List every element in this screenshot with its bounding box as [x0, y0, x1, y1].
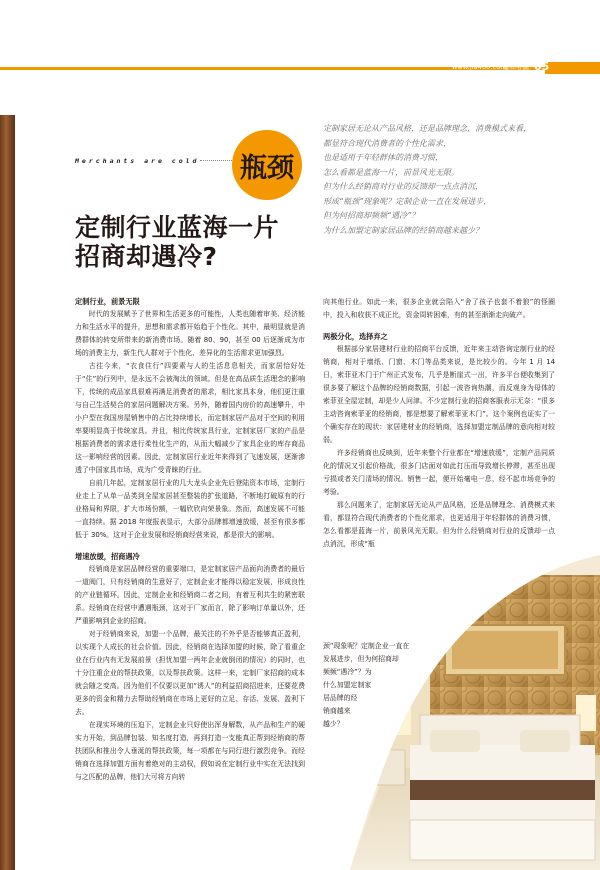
lead-line: 定制家居无论从产品风格，还是品牌理念、消费模式来看，: [323, 124, 531, 133]
header-website: www.jia400.com: [452, 63, 507, 71]
lead-line: 但为何招商却频频“遇冷”？: [323, 211, 420, 220]
body-paragraph: 时代的发展赋予了世界和生活更多的可能性，人类也随着审美、经济能力和生活水平的提升，思想和需求都开始趋于个性化。其中，最明显就是消费群体的转变所带来的新消费市场。随着 80、90，甚至 00 后逐渐成为市场的消费主力，新生代人群对于个性化、差异化的生活需求更加强烈。: [75, 310, 305, 357]
lead-line: 都显符合现代消费者的个性化需求，: [323, 138, 451, 148]
top-margin: [0, 0, 600, 63]
pull-quote-line: 销商越来: [323, 707, 351, 715]
article-kicker: Merchants are cold: [75, 157, 200, 165]
body-column-left: [75, 295, 305, 784]
topic-tag: 瓶颈: [240, 152, 294, 184]
header-tab: [545, 62, 600, 74]
body-paragraph: 许多经销商也反映到，近年来整个行业都在“增速放缓”，定制产品同质化的情况又引起价格战，很多门店面对如此打压而导致增长停滞，甚至出现亏损或者关门清场的情况。销售一起，便开始毫电一息，经不起市场竞争的考验。: [323, 449, 555, 496]
pull-quote-line: 越少？: [323, 720, 344, 728]
pull-quote-line: 频频“遇冷”？为: [323, 668, 372, 676]
wood-texture-strip: [0, 115, 15, 870]
article-lead: [323, 122, 563, 238]
lead-line: 怎么看都是蓝海一片，前景风光无限。: [323, 167, 459, 177]
pull-quote-line: 颈”现象呢？定制企业一直在: [323, 642, 410, 650]
page-number: 05: [534, 60, 550, 73]
body-column-right: [323, 296, 555, 551]
body-paragraph: 经销商是家居品牌经营的重要端口，是定制家居产品面向消费者的最后一道阀门，只有经销商的生意好了，定制企业才能得以稳定发展，形成良性的产业链循环。因此，定制企业和经销商二者之间，有着互利共生的紧密联系。经销商在经营中遭遇瓶颈，这对于厂家而言，除了影响订单量以外，还严重影响到企业的招商。: [75, 565, 305, 625]
body-paragraph: 古往今来，“衣食住行”四要素与人的生活息息相关，而家居恰好处于“住”的行列中，是永远不会被淘汰的领域。但是在高品质生活理念的影响下，传统的成品家具很难再满足消费者的需求，相比家具本身，他们更注重与自己生活契合的家居问题解决方案。另外，随着国内房价的高速攀升，中小户型在我国房屋销售中的占比持续增长，而定制家居产品对于空间的利用率要明显高于传统家具。并且，相比传统家具行业，定制家居厂家的产品是根据消费者的需求进行柔性化生产的，从而大幅减少了家具企业的库存商品这一影响经营的因素。因此，定制家居行业近年来得到了飞速发展，逐渐渗透了中国家具市场，成为广受青睐的行业。: [75, 362, 305, 474]
pull-quote-line: 居品牌的经: [323, 694, 358, 702]
lead-line: 为什么加盟定制家居品牌的经销商越来越少？: [323, 225, 483, 235]
article-title-line-2: 招商却遇冷?: [75, 242, 218, 271]
body-paragraph: 根据部分家居建材行业的招商平台反馈，近年来主动咨询定制行业的经销商，相对于墙纸、门窗、木门等品类来说，是比较少的。今年 1 月 14 日，索菲亚木门于广州正式发布，几乎是断崖式一出，许多平台便收集到了很多要了解这个品牌的经销商数据，引起一波咨询热潮，而反观身为母体的索菲亚全屋定制，却是少人问津。不少定制行业的招商客服表示无奈：“很多主动咨询索菲亚的经销商，都是想要了解索菲亚木门”。这个案例也证实了一个确实存在的现状：家居建材业的经销商，选择加盟定制品牌的意向相对较弱。: [323, 345, 555, 444]
body-paragraph: 自前几年起，定制家居行业的几大龙头企业先后登陆资本市场，定制行业走上了从单一品类到全屋家居甚至整装的扩张道路，不断地打破原有的行业格局和界限，扩大市场份额，一幅欣欣向荣景象。然而，高速发展不可能一直持续。据 2018 年度报表显示，大部分品牌都增速放缓，甚至有很多都低于 30%。这对于企业发展和经销商经营来说，都是很大的影响。: [75, 479, 305, 539]
body-paragraph: 对于经销商来说，加盟一个品牌，最关注的不外乎是否能够真正盈利，以实现个人成长的社会价值。因此，经销商在选择加盟的时候，除了看重企业在行业内有无发展前景（担忧加盟一两年企业就倒闭的情况）的同时，也十分注重企业的帮扶政策，以及帮扶政策。这样一来，定制厂家招商的成本就会随之变高。因为他们不仅要以更加“诱人”的利益招商招进来，还要花费更多的资金和精力去帮助经销商在市场上更好的立足、存活、发展、盈利下去。: [75, 630, 305, 716]
section-heading: 增速放缓，招商遇冷: [75, 552, 140, 561]
topic-tag-circle: [232, 130, 302, 200]
article-title-line-1: 定制行业蓝海一片: [75, 213, 280, 242]
pull-quote-line: 发展进步，但为何招商却: [323, 655, 399, 663]
body-paragraph: 向其他行业。如此一来，很多企业就会陷入“舍了孩子也套不着狼”的怪圈中，投入和收获不成正比，资金周转困难，有的甚至渐渐走向破产。: [323, 298, 555, 319]
body-paragraph: 在现实环境的压迫下，定制企业只好使出浑身解数，从产品和生产的硬实力开始，到品牌包装、知名度打造，再到打造一支能真正帮到经销商的帮扶团队和推出令人垂涎的帮扶政策，每一项都在与同行进行激烈竞争。而经销商在选择加盟方面有着绝对的主动权，假如说在定制行业中实在无法找到与之匹配的品牌，他们大可将方向转: [75, 721, 305, 781]
section-heading: 两极分化，选择弃之: [323, 332, 388, 341]
pull-quote-line: 什么加盟定制家: [323, 681, 372, 689]
body-paragraph: 那么问题来了，定制家居无论从产品风格，还是品牌理念、消费模式来看，都显符合现代消费者的个性化需求，也更适用于年轻群体的消费习惯，怎么看都是蓝海一片，前景风光无限。但为什么经销商对行业的反馈却一点点消沉，形成“瓶: [323, 501, 555, 548]
lead-line: 但为什么经销商对行业的反馈却一点点消沉，: [323, 182, 483, 191]
pull-quote: [323, 640, 409, 731]
lead-line: 形成“瓶颈”现象呢？定制企业一直在发展进步，: [323, 196, 492, 206]
header-section-label: 聚焦专题: [503, 64, 529, 72]
section-heading: 定制行业，前景无限: [75, 297, 140, 306]
lead-line: 也是适用于年轻群体的消费习惯，: [323, 153, 443, 162]
